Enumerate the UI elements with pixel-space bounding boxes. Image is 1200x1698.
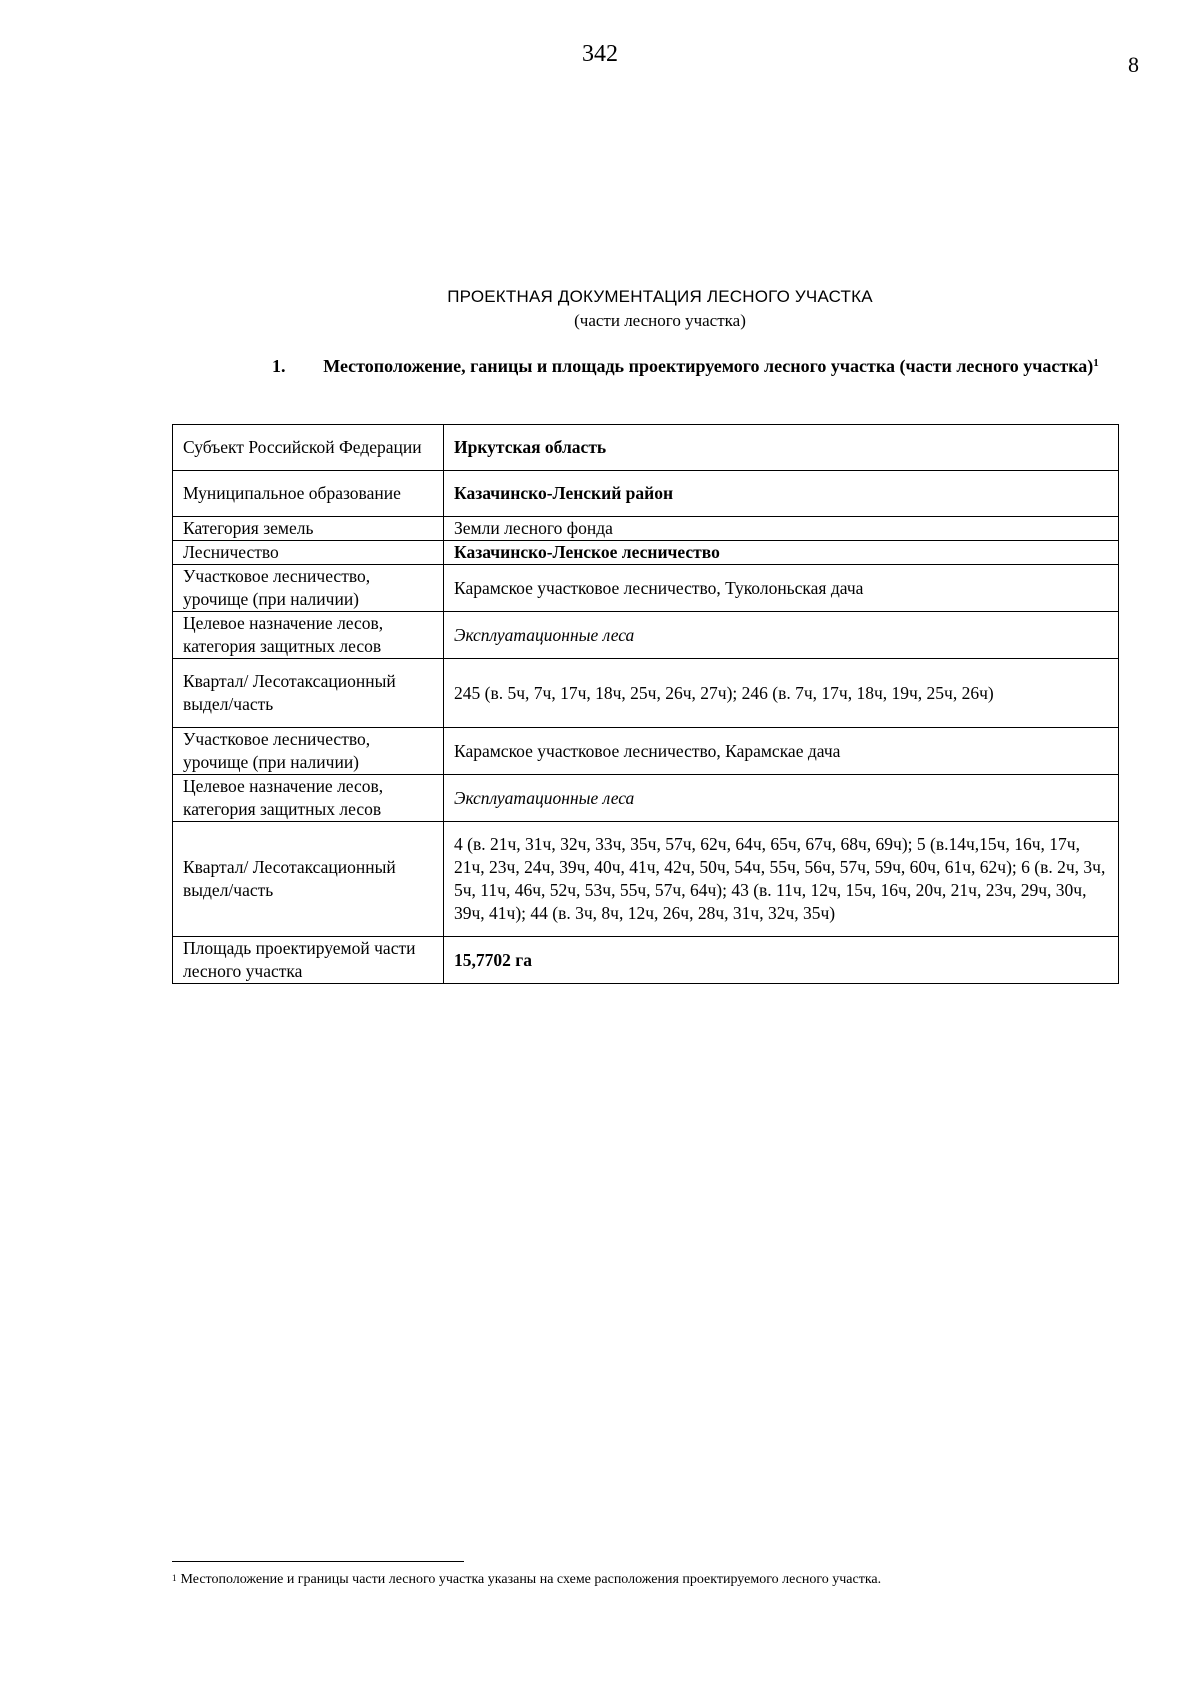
table-row <box>173 425 1119 471</box>
table-row <box>173 728 1119 775</box>
row-label: Категория земель <box>173 517 444 541</box>
row-value: Эксплуатационные леса <box>444 612 1119 659</box>
section-footnote-mark: 1 <box>1093 357 1099 369</box>
table-row <box>173 612 1119 659</box>
row-label: Квартал/ Лесотаксационный выдел/часть <box>173 822 444 937</box>
row-label: Площадь проектируемой части лесного участка <box>173 937 444 984</box>
row-value: Карамское участковое лесничество, Туколоньская дача <box>444 565 1119 612</box>
row-value: Казачинско-Ленский район <box>444 471 1119 517</box>
footnote-divider <box>172 1561 464 1562</box>
section-title: Местоположение, ганицы и площадь проектируемого лесного участка (части лесного участка) <box>323 356 1094 376</box>
section-heading <box>272 355 1110 378</box>
row-value: Эксплуатационные леса <box>444 775 1119 822</box>
row-label: Субъект Российской Федерации <box>173 425 444 471</box>
row-label: Участковое лесничество, урочище (при наличии) <box>173 728 444 775</box>
land-plot-table <box>172 424 1119 984</box>
row-value: Земли лесного фонда <box>444 517 1119 541</box>
row-label: Муниципальное образование <box>173 471 444 517</box>
table-row <box>173 517 1119 541</box>
table-row <box>173 471 1119 517</box>
row-value: 245 (в. 5ч, 7ч, 17ч, 18ч, 25ч, 26ч, 27ч); 246 (в. 7ч, 17ч, 18ч, 19ч, 25ч, 26ч) <box>444 659 1119 728</box>
section-heading-text <box>272 355 1110 378</box>
row-label: Участковое лесничество, урочище (при наличии) <box>173 565 444 612</box>
table-row <box>173 822 1119 937</box>
table-row <box>173 937 1119 984</box>
table-row <box>173 565 1119 612</box>
page-number-right: 8 <box>1128 52 1139 77</box>
table-row <box>173 541 1119 565</box>
row-value: Казачинско-Ленское лесничество <box>444 541 1119 565</box>
section-number: 1. <box>272 356 286 376</box>
row-label: Квартал/ Лесотаксационный выдел/часть <box>173 659 444 728</box>
row-value: Карамское участковое лесничество, Карамскае дача <box>444 728 1119 775</box>
table-row <box>173 659 1119 728</box>
row-label: Целевое назначение лесов, категория защитных лесов <box>173 612 444 659</box>
page-number-top: 342 <box>582 41 618 67</box>
row-value: 4 (в. 21ч, 31ч, 32ч, 33ч, 35ч, 57ч, 62ч, 64ч, 65ч, 67ч, 68ч, 69ч); 5 (в.14ч,15ч, 16ч, 17ч, 21ч, 23ч, 24ч, 39ч, 40ч, 41ч, 42ч, 50ч, 54ч, 55ч, 56ч, 57ч, 59ч, 60ч, 61ч, 62ч); 6 (в. 2ч, 3ч, 5ч, 11ч, 46ч, 52ч, 53ч, 55ч, 57ч, 64ч); 43 (в. 11ч, 12ч, 15ч, 16ч, 20ч, 21ч, 23ч, 29ч, 30ч, 39ч, 41ч); 44 (в. 3ч, 8ч, 12ч, 26ч, 28ч, 31ч, 32ч, 35ч) <box>444 822 1119 937</box>
document-title: ПРОЕКТНАЯ ДОКУМЕНТАЦИЯ ЛЕСНОГО УЧАСТКА <box>447 287 873 306</box>
table-row <box>173 775 1119 822</box>
document-subtitle: (части лесного участка) <box>574 311 746 330</box>
footnote-mark: 1 <box>172 1573 177 1583</box>
footnote <box>172 1571 881 1589</box>
row-label: Лесничество <box>173 541 444 565</box>
footnote-text: Местоположение и границы части лесного участка указаны на схеме расположения проектируемого лесного участка. <box>180 1572 882 1587</box>
row-label: Целевое назначение лесов, категория защитных лесов <box>173 775 444 822</box>
row-value: Иркутская область <box>444 425 1119 471</box>
row-value: 15,7702 га <box>444 937 1119 984</box>
